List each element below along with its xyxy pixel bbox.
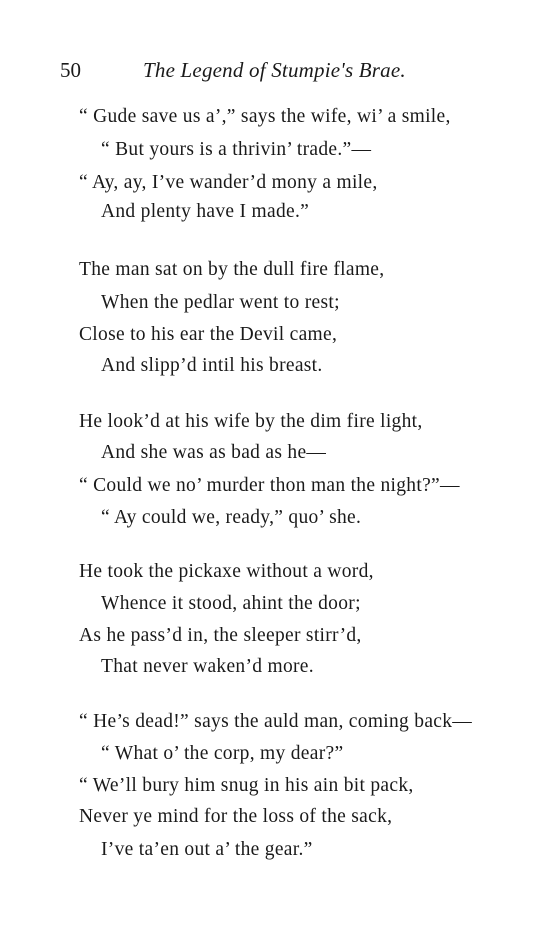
- verse-line: “ Ay, ay, I’ve wander’d mony a mile,: [79, 172, 378, 193]
- verse-line: That never waken’d more.: [101, 656, 314, 677]
- verse-line: “ Gude save us a’,” says the wife, wi’ a smile,: [79, 106, 451, 127]
- page-header: [60, 58, 490, 88]
- verse-line: As he pass’d in, the sleeper stirr’d,: [79, 625, 362, 646]
- verse-line: And slipp’d intil his breast.: [101, 355, 323, 376]
- verse-line: “ But yours is a thrivin’ trade.”—: [101, 139, 372, 160]
- verse-line: “ He’s dead!” says the auld man, coming back—: [79, 711, 473, 732]
- verse-line: He took the pickaxe without a word,: [79, 561, 374, 582]
- verse-line: Close to his ear the Devil came,: [79, 324, 338, 345]
- verse-line: “ Could we no’ murder thon man the night?”—: [79, 475, 460, 496]
- page-number: 50: [60, 58, 81, 82]
- verse-line: He look’d at his wife by the dim fire light,: [79, 411, 423, 432]
- verse-line: Never ye mind for the loss of the sack,: [79, 806, 393, 827]
- verse-line: When the pedlar went to rest;: [101, 292, 340, 313]
- verse-line: I’ve ta’en out a’ the gear.”: [101, 839, 313, 860]
- running-title: The Legend of Stumpie's Brae.: [143, 58, 406, 82]
- verse-line: “ Ay could we, ready,” quo’ she.: [101, 507, 362, 528]
- verse-line: “ What o’ the corp, my dear?”: [101, 743, 344, 764]
- verse-line: The man sat on by the dull fire flame,: [79, 259, 385, 280]
- verse-line: Whence it stood, ahint the door;: [101, 593, 361, 614]
- verse-line: And she was as bad as he—: [101, 442, 327, 463]
- verse-line: “ We’ll bury him snug in his ain bit pack,: [79, 775, 414, 796]
- verse-line: And plenty have I made.”: [101, 201, 310, 222]
